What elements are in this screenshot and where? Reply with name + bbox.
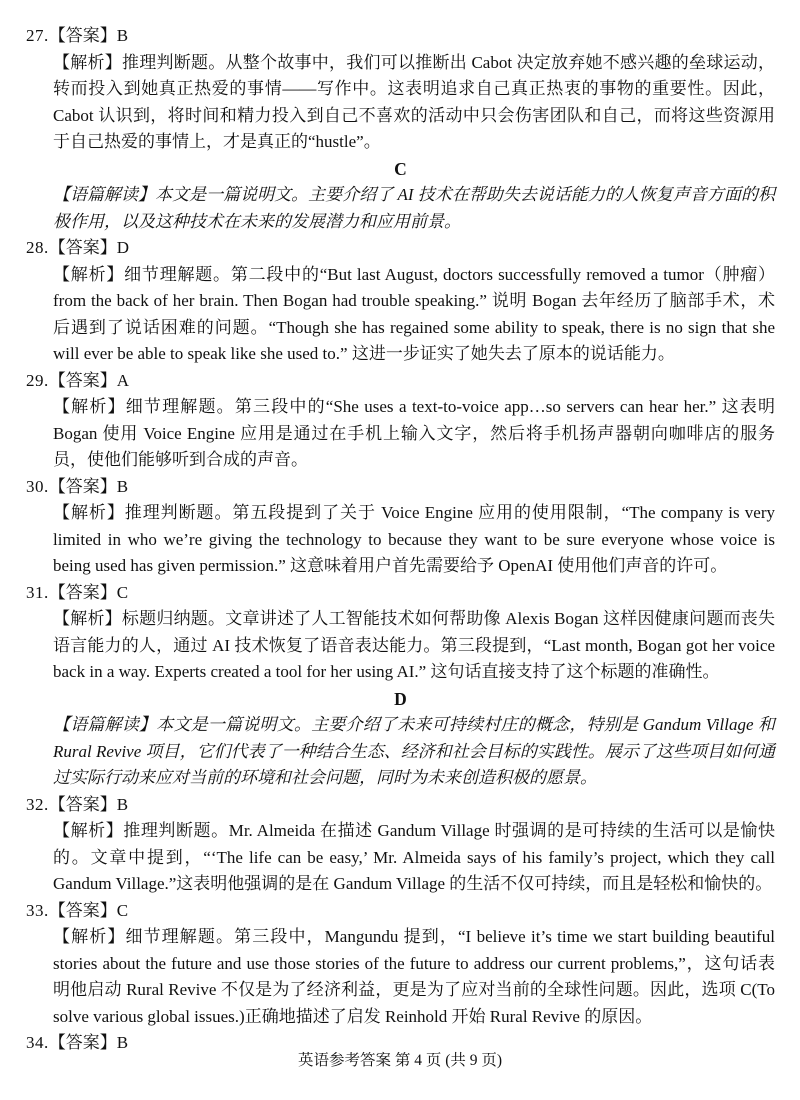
analysis-label: 【解析】: [53, 503, 125, 522]
question-number: 30.: [26, 476, 49, 496]
passage-text: 本文是一篇说明文。主要介绍了未来可持续村庄的概念，特别是 Gandum Village 和 Rural Revive 项目，它们代表了一种结合生态、经济和社会目标的实践性。展示了这些项目如何通过实际行动来应对当前的环境和社会问题，同时为未来创造积极的愿景。: [53, 715, 776, 787]
passage-label: 【语篇解读】: [53, 185, 156, 204]
answer-label: 【答案】: [48, 476, 117, 496]
answer-value: B: [116, 1033, 129, 1052]
answer-value: B: [116, 476, 129, 496]
answer-value: B: [116, 794, 129, 814]
answer-value: C: [116, 582, 129, 602]
answer-value: D: [116, 238, 130, 257]
answer-label: 【答案】: [48, 238, 117, 257]
question-number: 34.: [26, 1033, 49, 1052]
analysis-label: 【解析】: [53, 397, 126, 416]
analysis-text: 推理判断题。Mr. Almeida 在描述 Gandum Village 时强调的是可持续的生活可以是愉快的。文章中提到，“‘The life can be easy,’ Mr. Almeida says of his family’s project, which they call Gandum Village.”这表明他强调的是在 Gandum Village 的生活不仅可持续，而且是轻松和愉快的。: [53, 821, 775, 893]
page-footer: 英语参考答案 第 4 页 (共 9 页): [297, 1052, 503, 1069]
answer-label: 【答案】: [48, 900, 117, 920]
question-32-answer-line: [26, 792, 775, 819]
section-d-passage: [53, 712, 775, 792]
question-29-answer-line: [26, 368, 775, 395]
question-31-analysis: [53, 606, 775, 686]
question-number: 27.: [26, 26, 49, 45]
answer-label: 【答案】: [48, 794, 117, 814]
question-28-analysis: [53, 262, 775, 368]
question-29-analysis: [53, 394, 775, 474]
section-d-header: D: [394, 688, 407, 709]
question-30-answer-line: [26, 474, 775, 501]
passage-label: 【语篇解读】: [53, 715, 157, 734]
answer-label: 【答案】: [48, 26, 117, 45]
analysis-text: 推理判断题。从整个故事中，我们可以推断出 Cabot 决定放弃她不感兴趣的垒球运动，转而投入到她真正热爱的事情——写作中。这表明追求自己真正热衷的事物的重要性。因此，Cabot 认识到，将时间和精力投入到自己不喜欢的活动中只会伤害团队和自己，而将这些资源用于自己热爱的事情上，才是真正的“hustle”。: [53, 52, 776, 151]
analysis-label: 【解析】: [53, 264, 125, 284]
analysis-label: 【解析】: [53, 927, 126, 946]
question-number: 33.: [26, 900, 49, 920]
answer-value: A: [116, 370, 130, 390]
answer-value: C: [116, 900, 129, 920]
passage-text: 本文是一篇说明文。主要介绍了 AI 技术在帮助失去说话能力的人恢复声音方面的积极作用，以及这种技术在未来的发展潜力和应用前景。: [53, 185, 776, 231]
analysis-text: 细节理解题。第三段中的“She uses a text-to-voice app…so servers can hear her.” 这表明 Bogan 使用 Voice Engine 应用是通过在手机上输入文字，然后将手机扬声器朝向咖啡店的服务员，使他们能够听到合成的声音。: [53, 397, 776, 469]
answer-value: B: [116, 26, 129, 45]
analysis-text: 细节理解题。第二段中的“But last August, doctors successfully removed a tumor（肿瘤）from the back of her brain. Then Bogan had trouble speaking.” 说明 Bogan 去年经历了脑部手术，术后遇到了说话困难的问题。“Though she has regained some ability to speak, there is no sign that she will ever be able to speak like she used to.” 这进一步证实了她失去了原本的说话能力。: [53, 264, 776, 363]
question-31-answer-line: [26, 580, 775, 607]
question-number: 29.: [26, 370, 49, 390]
question-27-answer-line: [26, 23, 775, 50]
section-c-passage: [53, 182, 775, 235]
question-33-answer-line: [26, 898, 775, 925]
question-number: 32.: [26, 794, 49, 814]
analysis-label: 【解析】: [53, 821, 124, 840]
question-33-analysis: [53, 924, 775, 1030]
answer-label: 【答案】: [48, 582, 117, 602]
section-c-header: C: [394, 158, 407, 179]
question-27-analysis: [53, 50, 775, 156]
analysis-label: 【解析】: [53, 609, 122, 628]
question-30-analysis: [53, 500, 775, 580]
analysis-label: 【解析】: [53, 52, 122, 72]
analysis-text: 细节理解题。第三段中，Mangundu 提到，“I believe it’s time we start building beautiful stories about the future and use those stories of the future to address our current problems,”，这句话表明他启动 Rural Revive 不仅是为了经济利益，更是为了应对当前的全球性问题。因此，选项 C(To solve various global issues.)正确地描述了启发 Reinhold 开始 Rural Revive 的原因。: [53, 927, 776, 1026]
analysis-text: 推理判断题。第五段提到了关于 Voice Engine 应用的使用限制，“The company is very limited in who we’re giving the technology to because they want to be sure everyone whose voice is being used has given permission.” 这意味着用户首先需要给予 OpenAI 使用他们声音的许可。: [53, 503, 775, 575]
answer-label: 【答案】: [48, 370, 117, 390]
question-number: 31.: [26, 582, 49, 602]
answer-label: 【答案】: [48, 1033, 117, 1052]
question-28-answer-line: [26, 235, 775, 262]
analysis-text: 标题归纳题。文章讲述了人工智能技术如何帮助像 Alexis Bogan 这样因健康问题而丧失语言能力的人，通过 AI 技术恢复了语音表达能力。第三段提到，“Last month, Bogan got her voice back in a way. Experts created a tool for her using AI.” 这句话直接支持了这个标题的准确性。: [53, 609, 776, 681]
question-number: 28.: [26, 238, 49, 257]
question-32-analysis: [53, 818, 775, 898]
